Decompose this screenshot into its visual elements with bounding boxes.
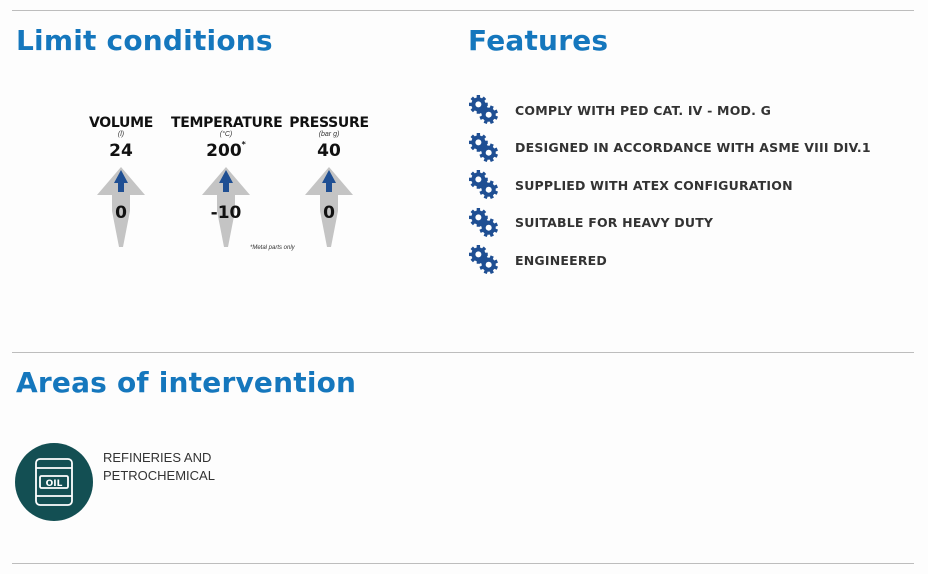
mid-divider	[12, 352, 914, 353]
gauge-label: PRESSURE	[289, 115, 369, 131]
feature-text: SUPPLIED WITH ATEX CONFIGURATION	[515, 177, 793, 193]
gauge-temperature	[171, 115, 283, 223]
gears-icon	[468, 95, 500, 125]
gauge-unit: (bar g)	[318, 131, 340, 138]
oil-label: OIL	[45, 479, 63, 489]
feature-item	[468, 245, 871, 275]
gauge-min-value: 0	[115, 203, 127, 223]
gauge-min-value: -10	[210, 203, 242, 223]
features-title: Features	[468, 24, 609, 57]
gauge-pressure	[274, 115, 384, 223]
gears-icon	[468, 245, 500, 275]
gauge-label: TEMPERATURE	[171, 115, 283, 131]
gauge-max-value: 24	[109, 141, 133, 161]
features-list	[468, 95, 871, 283]
feature-item	[468, 133, 871, 163]
top-divider	[12, 10, 914, 11]
gauge-label: VOLUME	[89, 115, 153, 131]
feature-text: SUITABLE FOR HEAVY DUTY	[515, 215, 714, 230]
gears-icon	[468, 170, 500, 200]
gauge-max-value: 40	[317, 141, 341, 161]
oil-barrel-icon	[15, 443, 93, 521]
gears-icon	[468, 133, 500, 163]
area-label	[103, 449, 243, 485]
gauge-unit: (°C)	[219, 131, 233, 138]
feature-item	[468, 95, 871, 125]
limit-conditions-title: Limit conditions	[16, 24, 273, 57]
gauge-unit: (l)	[117, 131, 125, 138]
gauge-max-value: 200*	[206, 140, 246, 161]
feature-item	[468, 170, 871, 200]
feature-text: DESIGNED IN ACCORDANCE WITH ASME VIII DIV.1	[515, 140, 871, 155]
area-label-line: REFINERIES AND	[103, 450, 212, 465]
feature-text: ENGINEERED	[515, 252, 607, 268]
bottom-divider	[12, 563, 914, 564]
gauge-volume	[66, 115, 176, 223]
feature-item	[468, 208, 871, 238]
metal-parts-footnote: *Metal parts only	[250, 245, 295, 251]
areas-title: Areas of intervention	[16, 366, 357, 399]
gears-icon	[468, 208, 500, 238]
feature-text: COMPLY WITH PED CAT. IV - MOD. G	[515, 102, 772, 118]
gauge-min-value: 0	[323, 203, 335, 223]
area-label-line: PETROCHEMICAL	[103, 468, 215, 483]
